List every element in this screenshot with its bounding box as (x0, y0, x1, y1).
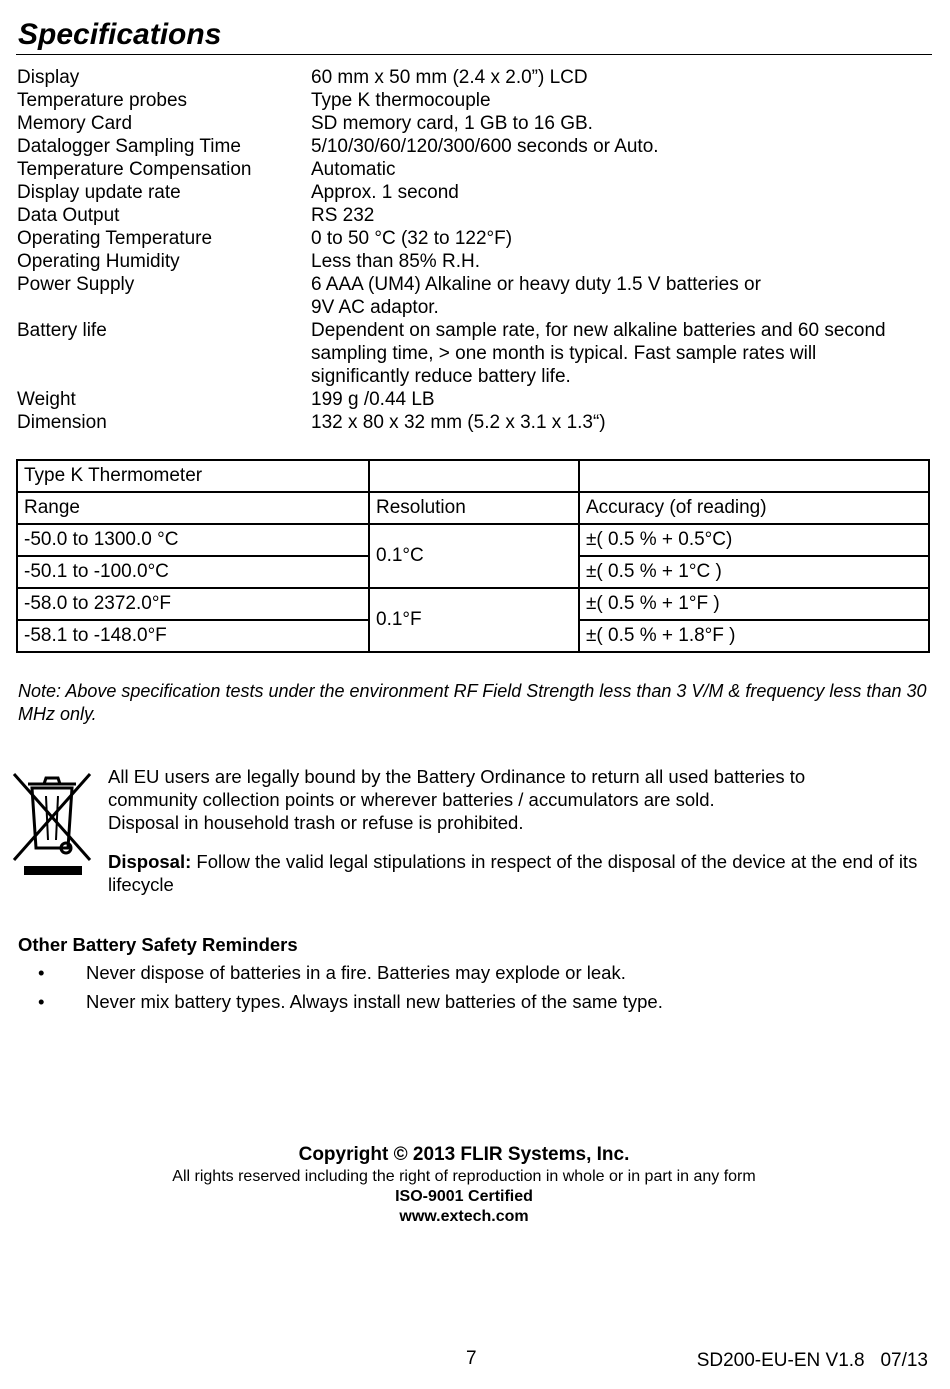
spec-row (17, 204, 932, 227)
list-item (18, 958, 918, 987)
notice-line: Disposal in household trash or refuse is prohibited. (108, 812, 524, 833)
spec-value-line: 5/10/30/60/120/300/600 seconds or Auto. (311, 136, 659, 157)
spec-value-line: RS 232 (311, 205, 375, 226)
spec-value-line: 9V AC adaptor. (311, 297, 439, 318)
spec-value-line: 60 mm x 50 mm (2.4 x 2.0”) LCD (311, 67, 588, 88)
spec-label: Temperature probes (17, 90, 188, 111)
spec-row (17, 411, 932, 434)
spec-value-line: 132 x 80 x 32 mm (5.2 x 3.1 x 1.3“) (311, 412, 606, 433)
spec-value (311, 227, 932, 250)
accuracy-cell: ±( 0.5 % + 1°F ) (579, 588, 929, 620)
spec-value (311, 411, 932, 434)
accuracy-cell: ±( 0.5 % + 1°C ) (579, 556, 929, 588)
spec-label: Weight (17, 389, 76, 410)
column-header-accuracy: Accuracy (of reading) (579, 492, 929, 524)
spec-row (17, 181, 932, 204)
spec-label: Battery life (17, 320, 107, 341)
spec-value-line: Automatic (311, 159, 396, 180)
range-cell: -58.1 to -148.0°F (17, 620, 369, 652)
eu-battery-notice (108, 765, 928, 834)
bullet-icon: • (38, 961, 45, 983)
accuracy-cell: ±( 0.5 % + 0.5°C) (579, 524, 929, 556)
table-heading-cell: Type K Thermometer (17, 460, 369, 492)
spec-row (17, 89, 932, 112)
copyright: Copyright © 2013 FLIR Systems, Inc. (298, 1144, 630, 1165)
spec-label: Power Supply (17, 274, 135, 295)
spec-value (311, 89, 932, 112)
spec-value (311, 112, 932, 135)
spec-value-line: 0 to 50 °C (32 to 122°F) (311, 228, 513, 249)
disposal-text: Follow the valid legal stipulations in respect of the disposal of the device at the end of its lifecycle (108, 851, 918, 895)
spec-value-line: Type K thermocouple (311, 90, 491, 111)
title-divider (16, 54, 932, 55)
spec-value-line: sampling time, > one month is typical. Fast sample rates will (311, 343, 817, 364)
spec-value (311, 204, 932, 227)
spec-label: Datalogger Sampling Time (17, 136, 241, 157)
table-cell (369, 460, 579, 492)
spec-row (17, 319, 932, 388)
table-header-row (17, 492, 929, 524)
page-title: Specifications (18, 18, 222, 51)
notice-line: All EU users are legally bound by the Battery Ordinance to return all used batteries to (108, 766, 806, 787)
spec-row (17, 135, 932, 158)
list-item-text: Never mix battery types. Always install new batteries of the same type. (86, 990, 663, 1012)
spec-value (311, 250, 932, 273)
column-header-resolution: Resolution (369, 492, 579, 524)
spec-label: Memory Card (17, 113, 133, 134)
spec-value (311, 158, 932, 181)
table-row (17, 588, 929, 620)
spec-row (17, 66, 932, 89)
spec-label: Temperature Compensation (17, 159, 252, 180)
table-row (17, 460, 929, 492)
battery-reminders-list (18, 958, 918, 1016)
spec-label: Data Output (17, 205, 120, 226)
column-header-range: Range (17, 492, 369, 524)
thermometer-spec-table (16, 459, 930, 653)
crossed-out-bin-icon (10, 770, 96, 878)
spec-value (311, 135, 932, 158)
spec-value (311, 388, 932, 411)
disposal-notice (108, 850, 928, 896)
spec-value (311, 273, 932, 319)
range-cell: -50.1 to -100.0°C (17, 556, 369, 588)
table-row (17, 524, 929, 556)
table-cell (579, 460, 929, 492)
spec-row (17, 388, 932, 411)
spec-value-line: Approx. 1 second (311, 182, 459, 203)
spec-row (17, 227, 932, 250)
spec-value (311, 181, 932, 204)
spec-label: Operating Temperature (17, 228, 213, 249)
resolution-cell: 0.1°F (369, 588, 579, 652)
spec-value-line: significantly reduce battery life. (311, 366, 571, 387)
range-cell: -50.0 to 1300.0 °C (17, 524, 369, 556)
spec-value-line: SD memory card, 1 GB to 16 GB. (311, 113, 593, 134)
spec-label: Display (17, 67, 80, 88)
spec-row (17, 273, 932, 319)
spec-value-line: 199 g /0.44 LB (311, 389, 435, 410)
website-link[interactable]: www.extech.com (399, 1208, 529, 1225)
disposal-label: Disposal: (108, 851, 192, 872)
document-id: SD200-EU-EN V1.8 07/13 (696, 1350, 928, 1371)
accuracy-cell: ±( 0.5 % + 1.8°F ) (579, 620, 929, 652)
spec-list (17, 66, 932, 434)
spec-value-line: Dependent on sample rate, for new alkaline batteries and 60 second (311, 320, 886, 341)
list-item (18, 987, 918, 1016)
spec-row (17, 250, 932, 273)
page-number: 7 (466, 1348, 477, 1369)
rf-note: Note: Above specification tests under the environment RF Field Strength less than 3 V/M & frequency less than 30 MHz only. (18, 681, 927, 724)
rights-statement: All rights reserved including the right of reproduction in whole or in part in any form (172, 1168, 756, 1185)
spec-label: Dimension (17, 412, 107, 433)
spec-value-line: 6 AAA (UM4) Alkaline or heavy duty 1.5 V batteries or (311, 274, 761, 295)
spec-label: Display update rate (17, 182, 181, 203)
resolution-cell: 0.1°C (369, 524, 579, 588)
bullet-icon: • (38, 990, 45, 1012)
battery-reminders-heading: Other Battery Safety Reminders (18, 934, 298, 955)
spec-label: Operating Humidity (17, 251, 180, 272)
iso-certification: ISO-9001 Certified (395, 1188, 533, 1205)
spec-value-line: Less than 85% R.H. (311, 251, 480, 272)
spec-row (17, 158, 932, 181)
range-cell: -58.0 to 2372.0°F (17, 588, 369, 620)
spec-row (17, 112, 932, 135)
spec-value (311, 66, 932, 89)
list-item-text: Never dispose of batteries in a fire. Batteries may explode or leak. (86, 961, 626, 983)
spec-value (311, 319, 932, 388)
notice-line: community collection points or wherever batteries / accumulators are sold. (108, 789, 715, 810)
